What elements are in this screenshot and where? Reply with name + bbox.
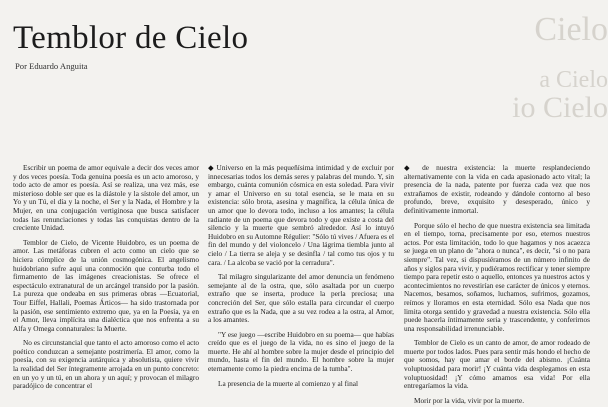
article-paragraph: Escribir un poema de amor equivale a decir dos veces amor y dos veces poesía. Toda genuina poesía es un acto amoroso, y todo acto de amor es poesía. Así se realiza, una vez más, ese misterioso doble ser que es la diástole y la sístole del amor, un Yo y un Tú, el día y la noche, el Ser y la Nada, el Hombre y la Mujer, en una conjugación vertiginosa que busca satisfacer todas las renunciaciones y todas las conquistas dentro de la creciente Unidad. — [13, 163, 199, 233]
article-byline: Por Eduardo Anguita — [15, 61, 88, 71]
article-title: Temblor de Cielo — [13, 20, 249, 56]
article-column-3 — [404, 164, 590, 405]
background-bleed-text: io Cielo — [512, 91, 608, 124]
article-paragraph: Morir por la vida, vivir por la muerte. — [414, 395, 525, 405]
article-paragraph: No es circunstancial que tanto el acto amoroso como el acto poético conduzcan a semejante postrimería. El amor, como la poesía, con su exigencia autárquica y absolutista, quiere vivir la realidad del Ser íntegramente arrojada en un punto concreto: en un yo y un tú, en un ahora y un aquí; y provocan el milagro paradójico de concentrar el — [13, 338, 199, 391]
background-bleed-text: a Cielo — [539, 67, 608, 93]
article-paragraph: Temblor de Cielo, de Vicente Huidobro, es un poema de amor. Las metáforas cubren el acto como un cielo que se hiciera cómplice de la unión cosmogónica. El angelismo huidobriano sufre aquí una conmoción que conturba todo el firmamento de las imágenes creacionistas. Se ofrece el espectáculo extranatural de un arcángel transido por la pasión. La pureza que ondeaba en sus primeras obras —Ecuatorial, Tour Eiffel, Hallali, Poemas Árticos— ha sido trastornada por la pasión, ese sentimiento extremo que, ya en la Poesía, ya en el Amor, lleva implícita una dialéctica que nos enfrenta a su Alfa y Omega connaturales: la Muerte. — [13, 237, 199, 333]
bullet-icon: ◆ — [208, 163, 217, 172]
article-column-2 — [208, 164, 394, 388]
article-paragraph — [404, 164, 590, 216]
article-paragraph-text: Universo en la más pequeñísima intimidad y de excluir por innecesarias todos los demás seres y palabras del mundo. Y, sin embargo, cuánta comunión cósmica en esta soledad. Para vivir y amar el Universo en su total esencia, se le mata en su existencia: sólo brota, asesina y magnífica, la célula única de un amor que lo devora todo, incluso a los amantes; la célula radiante de un poema que devora todo y que existe a costa del silencio y la muerte que sembró alrededor. Así lo intuyó Huidobro en su Automne Régulier: "Sólo tú vives / Afuera es el fin del mundo y del violoncelo / Una lágrima tiembla junto al cielo / La tierra se aleja y se desinfla / tal como tus ojos y tu cara. / La alcoba se vació por la cerradura". — [208, 163, 394, 267]
article-column-1 — [13, 164, 199, 391]
background-bleed-text: Cielo — [534, 11, 608, 48]
article-paragraph: Porque sólo el hecho de que nuestra existencia sea limitada en el tiempo, torna, precisamente por eso, eternos nuestros actos. Por esta limitación, todo lo que hagamos y nos acaezca se juega en un plano de "ahora o nunca", es decir, "si o no para siempre". Tal vez, si dispusiéramos de un número infinito de años y siglos para vivir, y pudiéramos rectificar y tener siempre tiempo para repetir esto o aquello, entonces ya nuestros actos y acontecimientos no revestirían ese carácter de únicos y eternos. Nacemos, besamos, soñamos, luchamos, sufrimos, gozamos, reímos y lloramos en esta eternidad. Sólo esa Nada que nos limita otorga sentido y gravedad a nuestra existencia. Sólo ella puede hacerla íntimamente seria y trascendente, y conferirnos una responsabilidad irrenunciable. — [404, 220, 590, 333]
article-paragraph: "Y ese juego —escribe Huidobro en su poema— que habías creído que es el juego de la vida, no es sino el juego de la muerte. He ahí al hombre sobre la mujer desde el principio del mundo, hasta el fin del mundo. El hombre sobre la mujer eternamente como la piedra encima de la tumba". — [208, 329, 394, 374]
article-paragraph — [208, 164, 394, 267]
article-paragraph: Temblor de Cielo es un canto de amor, de amor rodeado de muerte por todos lados. Pues para sentir más hondo el hecho de que somos, hay que amar el borde del abismo. ¡Cuánta voluptuosidad para morir! ¡Y cuánta vida desplegamos en esta voluptuosidad! ¡Y cómo amamos esa vida! Por ella entregaríamos la vida. — [404, 338, 590, 391]
article-paragraph: La presencia de la muerte al comienzo y al final — [218, 378, 358, 388]
article-paragraph-text: de nuestra existencia: la muerte resplandeciendo alternativamente con la vida en cada apasionado acto vital; la presencia de la nada, patente por fuerza cada vez que nos extrañamos de existir, rodeando y dándole contorno al beso profundo, breve, exquisito y desesperado, único y definitivamente inmortal. — [404, 163, 590, 215]
bullet-icon: ◆ — [404, 163, 423, 172]
article-paragraph: Tal milagro singularizante del amor denuncia un fenómeno semejante al de la ostra, que, sólo asaltada por un cuerpo extraño que se inserta, produce la perla preciosa; una concreción del Ser, que sólo estalla para circundar el cuerpo extraño que es la Nada, que a su vez rodea a la ostra, al Amor, a los amantes. — [208, 272, 394, 325]
